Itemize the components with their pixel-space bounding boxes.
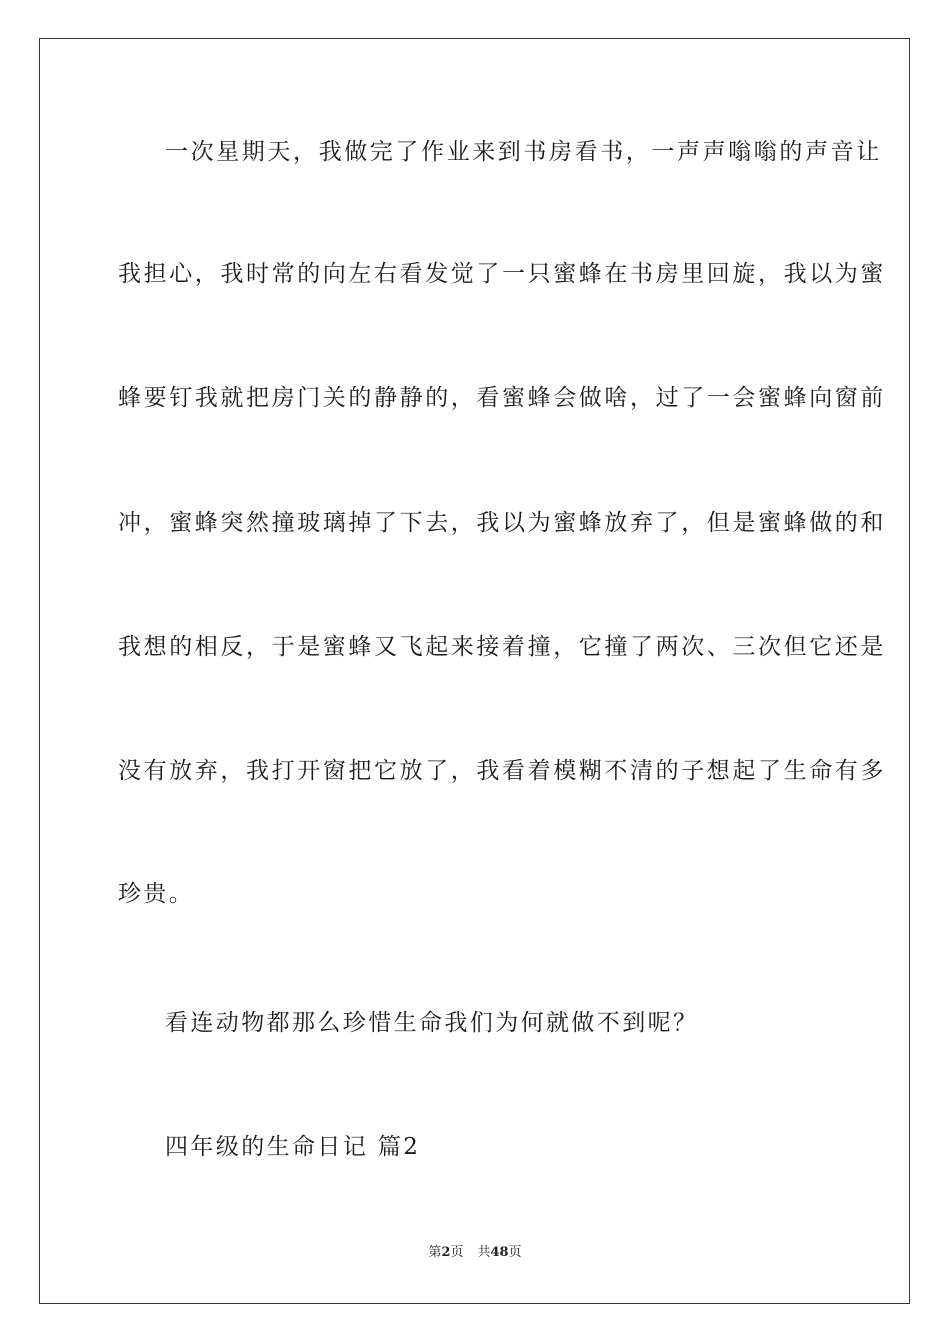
- page-number: 2: [441, 1245, 451, 1260]
- page-suffix: 页: [450, 1245, 464, 1260]
- paragraph-text: 看连动物都那么珍惜生命我们为何就做不到呢？: [165, 1010, 699, 1036]
- paragraph-line: 没有放弃，我打开窗把它放了，我看着模糊不清的子想起了生命有多: [118, 758, 886, 784]
- page-frame: [39, 38, 910, 1304]
- total-suffix: 页: [508, 1245, 522, 1260]
- paragraph-line: 一次星期天，我做完了作业来到书房看书，一声声嗡嗡的声音让: [165, 139, 882, 165]
- page-prefix: 第: [428, 1245, 442, 1260]
- paragraph-line: 冲，蜜蜂突然撞玻璃掉了下去，我以为蜜蜂放弃了，但是蜜蜂做的和: [118, 510, 886, 536]
- total-prefix: 共: [477, 1245, 491, 1260]
- paragraph-line: 我想的相反，于是蜜蜂又飞起来接着撞，它撞了两次、三次但它还是: [118, 634, 886, 660]
- paragraph-line: 我担心，我时常的向左右看发觉了一只蜜蜂在书房里回旋，我以为蜜: [118, 261, 886, 287]
- paragraph-line: 珍贵。: [118, 881, 195, 907]
- paragraph-line: 蜂要钉我就把房门关的静静的，看蜜蜂会做啥，过了一会蜜蜂向窗前: [118, 385, 886, 411]
- page-footer: [0, 1244, 950, 1262]
- section-heading: 四年级的生命日记 篇2: [165, 1134, 421, 1160]
- total-pages: 48: [490, 1245, 509, 1260]
